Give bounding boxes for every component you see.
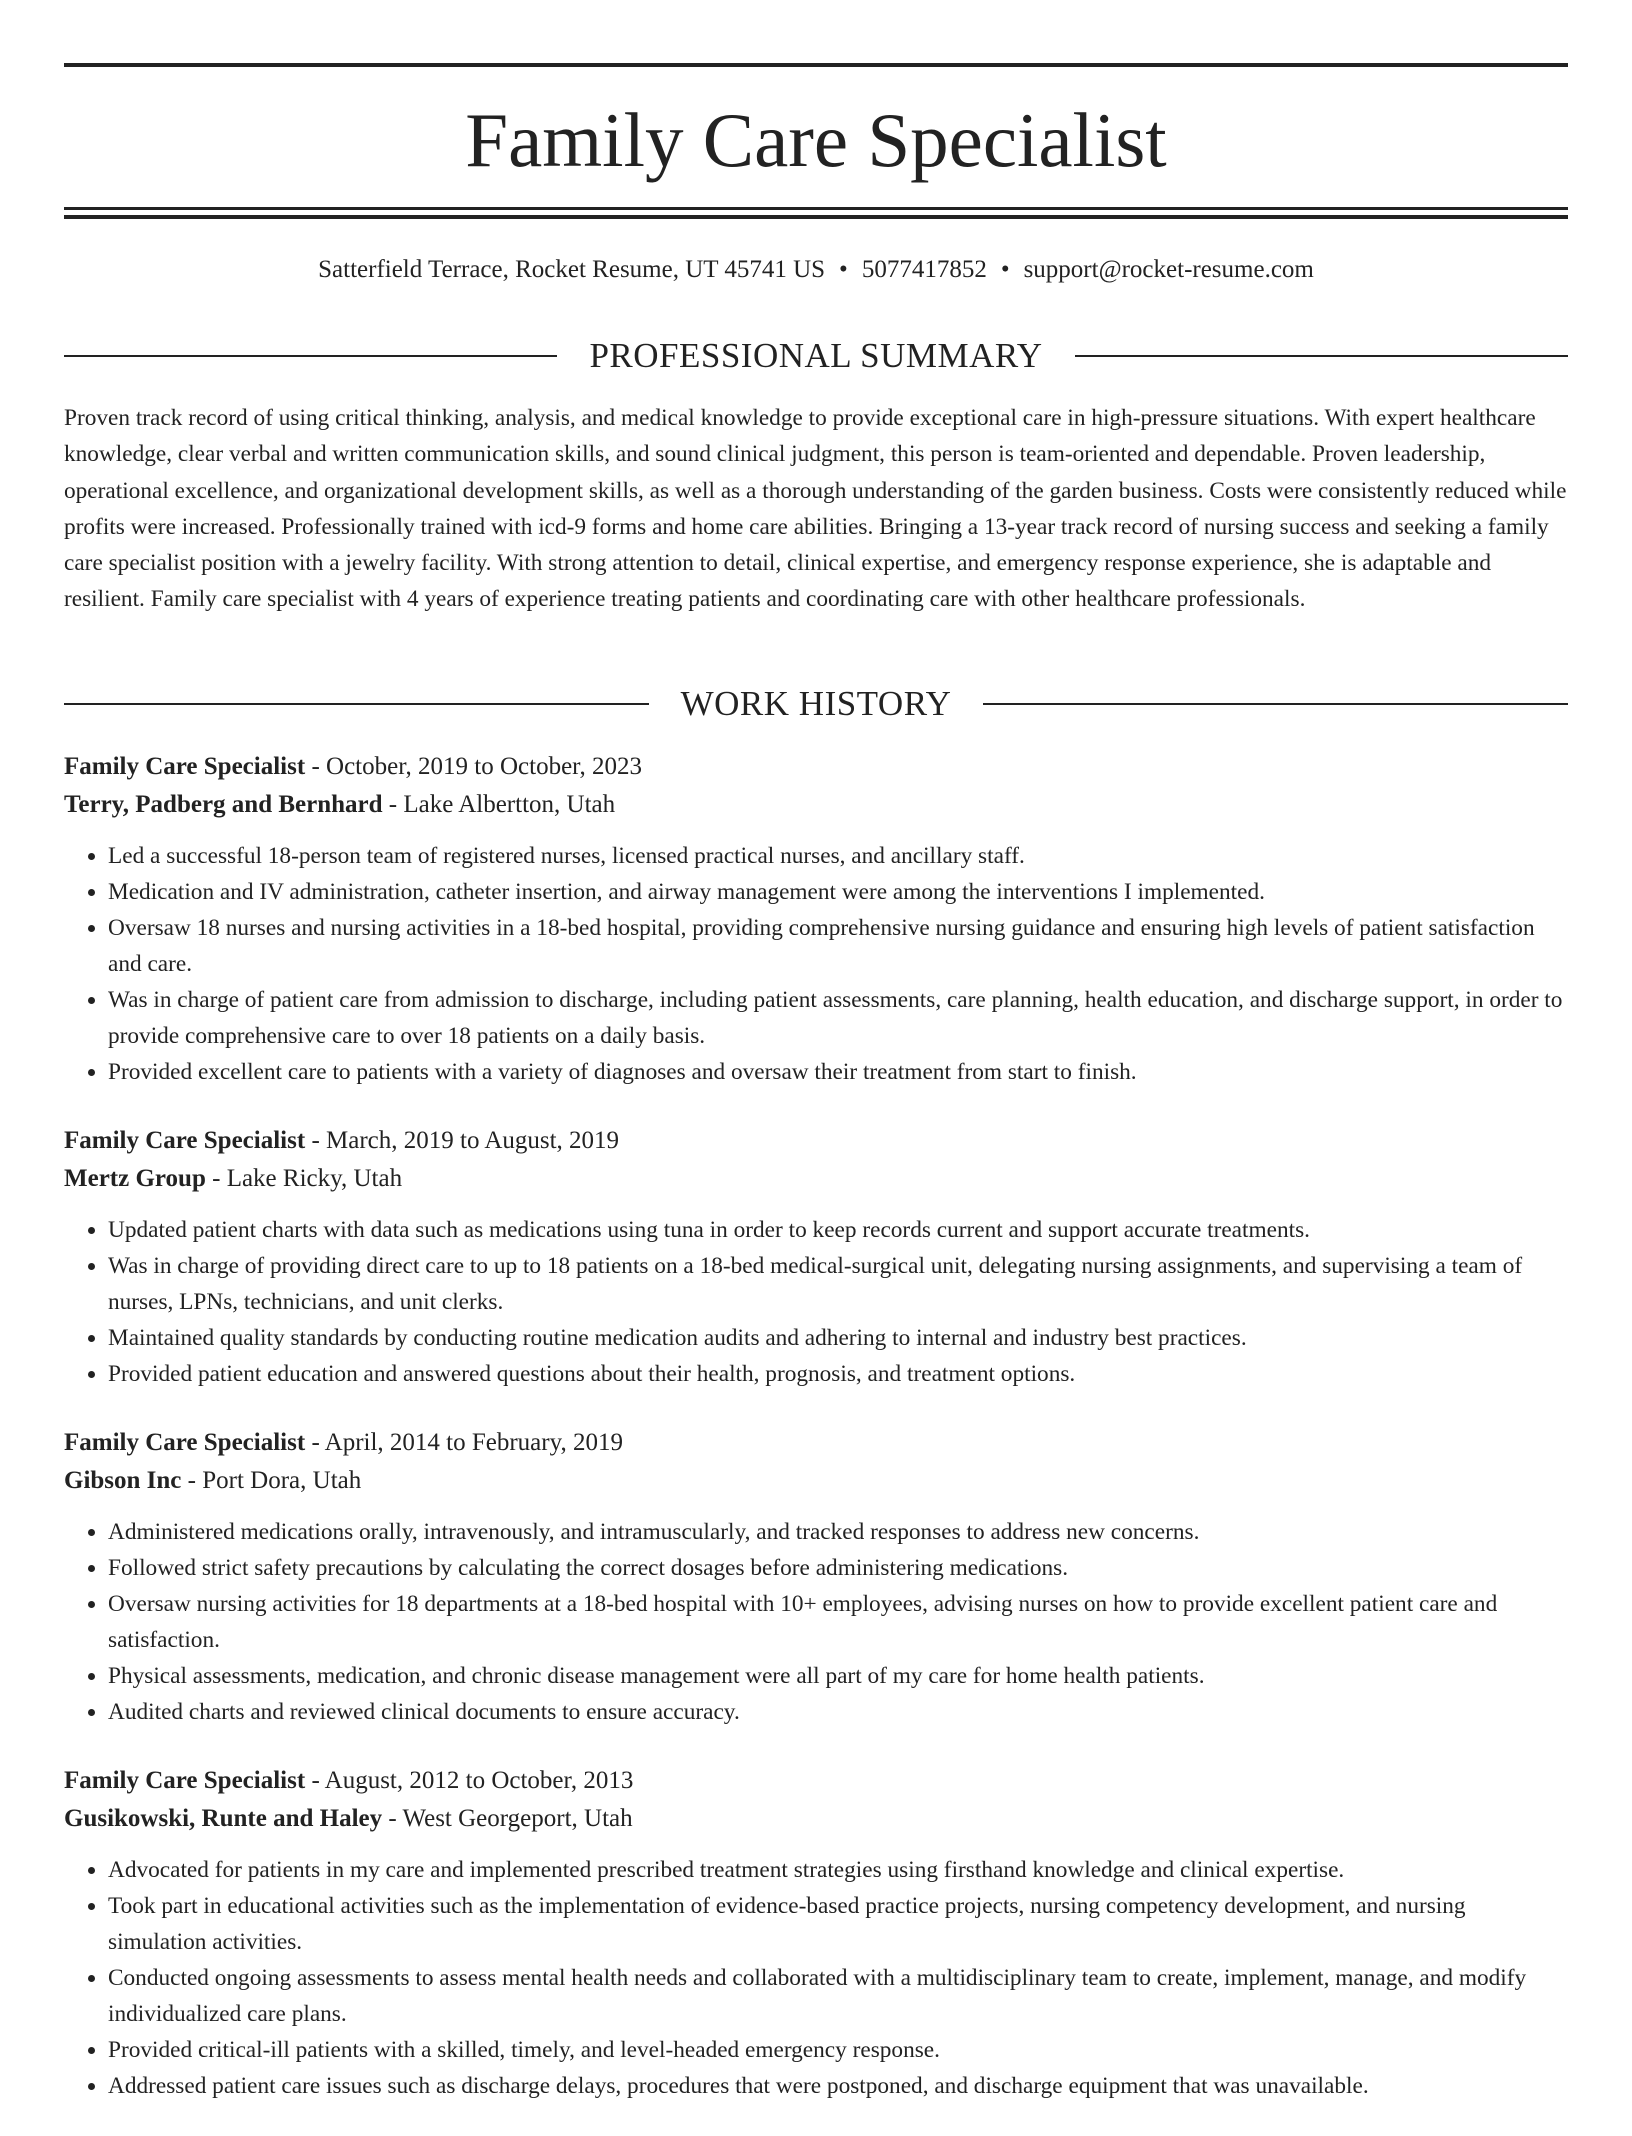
job-location: Port Dora, Utah [202,1467,362,1494]
job-bullet: • Oversaw nursing activities for 18 departments at a 18-bed hospital with 10+ employees, advising nurses on how to provide excellent patient care and satisfaction. [108,1586,1568,1658]
contact-email: support@rocket-resume.com [1023,256,1314,283]
job-bullet: • Provided critical-ill patients with a skilled, timely, and level-headed emergency response. [108,2032,1568,2068]
job-bullet: • Advocated for patients in my care and implemented prescribed treatment strategies using firsthand knowledge and clinical expertise. [108,1852,1568,1888]
job-bullet: • Audited charts and reviewed clinical documents to ensure accuracy. [108,1694,1568,1730]
job-bullet: • Provided patient education and answered questions about their health, prognosis, and treatment options. [108,1356,1568,1392]
job-bullet: • Led a successful 18-person team of registered nurses, licensed practical nurses, and ancillary staff. [108,838,1568,874]
contact-separator: • [839,256,848,283]
heading-rule-left [64,355,557,357]
job-company: Gibson Inc [64,1467,182,1494]
job-entry [64,1424,1568,1730]
job-bullet: • Addressed patient care issues such as discharge delays, procedures that were postponed, and discharge equipment that was unavailable. [108,2068,1568,2104]
job-title: Family Care Specialist [64,1127,306,1154]
job-dash: - [305,1127,327,1154]
work-section-heading [64,680,1568,728]
job-company: Gusikowski, Runte and Haley [64,1805,383,1832]
work-heading-label: WORK HISTORY [680,684,952,723]
job-bullet-list [64,1212,1568,1392]
job-bullet: • Took part in educational activities such as the implementation of evidence-based practice projects, nursing competency development, and nursing simulation activities. [108,1888,1568,1960]
work-history-list [64,748,1568,2136]
job-bullet: • Followed strict safety precautions by calculating the correct dosages before administering medications. [108,1550,1568,1586]
job-title-line [64,748,1568,786]
job-location: West Georgeport, Utah [402,1805,633,1832]
summary-heading-label: PROFESSIONAL SUMMARY [589,336,1043,375]
heading-rule-left [64,703,649,705]
job-bullet-list [64,1852,1568,2104]
job-location: Lake Albertton, Utah [403,791,616,818]
job-dash: - [305,1767,325,1794]
contact-line [64,252,1568,288]
contact-phone: 5077417852 [861,256,987,283]
job-dates: March, 2019 to August, 2019 [326,1127,620,1154]
job-company-line [64,1160,1568,1198]
job-company: Terry, Padberg and Bernhard [64,791,383,818]
job-bullet: • Updated patient charts with data such as medications using tuna in order to keep records current and support accurate treatments. [108,1212,1568,1248]
job-dates: April, 2014 to February, 2019 [324,1429,623,1456]
job-dates: August, 2012 to October, 2013 [324,1767,634,1794]
job-title: Family Care Specialist [64,753,306,780]
job-bullet: • Was in charge of patient care from admission to discharge, including patient assessments, care planning, health education, and discharge support, in order to provide comprehensive care to over 18 patients on a daily basis. [108,982,1568,1054]
heading-rule-right [983,703,1568,705]
job-company-line [64,1800,1568,1838]
job-bullet-list [64,838,1568,1090]
job-bullet: • Conducted ongoing assessments to assess mental health needs and collaborated with a multidisciplinary team to create, implement, manage, and modify individualized care plans. [108,1960,1568,2032]
job-entry [64,748,1568,1090]
job-entry [64,1762,1568,2104]
job-bullet: • Oversaw 18 nurses and nursing activities in a 18-bed hospital, providing comprehensive nursing guidance and ensuring high levels of patient satisfaction and care. [108,910,1568,982]
job-bullet: • Physical assessments, medication, and chronic disease management were all part of my care for home health patients. [108,1658,1568,1694]
job-company-line [64,786,1568,824]
job-title-line [64,1424,1568,1462]
job-dash: - [382,791,404,818]
job-dates: October, 2019 to October, 2023 [326,753,642,780]
job-bullet-list [64,1514,1568,1730]
job-title-line [64,1122,1568,1160]
job-dash: - [205,1165,227,1192]
job-dash: - [305,753,327,780]
job-title: Family Care Specialist [64,1767,306,1794]
job-company-line [64,1462,1568,1500]
job-dash: - [305,1429,325,1456]
job-title: Family Care Specialist [64,1429,306,1456]
job-bullet: • Maintained quality standards by conducting routine medication audits and adhering to internal and industry best practices. [108,1320,1568,1356]
job-bullet: • Was in charge of providing direct care to up to 18 patients on a 18-bed medical-surgical unit, delegating nursing assignments, and supervising a team of nurses, LPNs, technicians, and unit clerks. [108,1248,1568,1320]
job-bullet: • Provided excellent care to patients with a variety of diagnoses and oversaw their treatment from start to finish. [108,1054,1568,1090]
professional-summary-text: Proven track record of using critical thinking, analysis, and medical knowledge to provide exceptional care in high-pressure situations. With expert healthcare knowledge, clear verbal and written communication skills, and sound clinical judgment, this person is team-oriented and dependable. Proven leadership, operational excellence, and organizational development skills, as well as a thorough understanding of the garden business. Costs were consistently reduced while profits were increased. Professionally trained with icd-9 forms and home care abilities. Bringing a 13-year track record of nursing success and seeking a family care specialist position with a jewelry facility. With strong attention to detail, clinical expertise, and emergency response experience, she is adaptable and resilient. Family care specialist with 4 years of experience treating patients and coordinating care with other healthcare professionals. [64,405,1567,613]
top-rule [64,63,1568,67]
job-bullet: • Administered medications orally, intravenously, and intramuscularly, and tracked responses to address new concerns. [108,1514,1568,1550]
contact-address: Satterfield Terrace, Rocket Resume, UT 45741 US [318,256,826,283]
job-bullet: • Medication and IV administration, catheter insertion, and airway management were among the interventions I implemented. [108,874,1568,910]
title-double-rule [64,207,1568,219]
job-company: Mertz Group [64,1165,206,1192]
job-location: Lake Ricky, Utah [226,1165,403,1192]
summary-section-heading [64,332,1568,380]
job-dash: - [181,1467,203,1494]
job-entry [64,1122,1568,1392]
job-dash: - [382,1805,403,1832]
job-title-line [64,1762,1568,1800]
resume-title: Family Care Specialist [465,97,1167,183]
contact-separator: • [1000,256,1010,283]
heading-rule-right [1075,355,1568,357]
